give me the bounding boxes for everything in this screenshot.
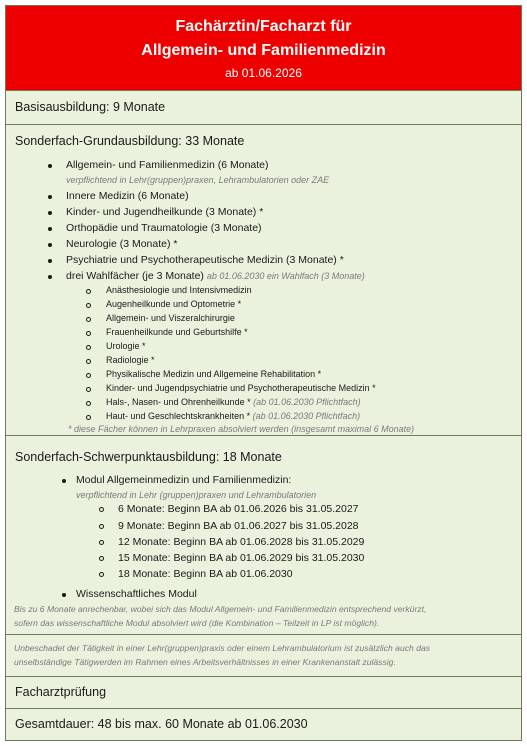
bullet-icon: [62, 593, 66, 597]
title-header: [6, 6, 521, 90]
circle-bullet-icon: [86, 359, 91, 364]
bullet-icon: [48, 164, 52, 168]
circle-bullet-icon: [86, 401, 91, 406]
wahlfach-option: Urologie *: [106, 341, 146, 351]
grund-item: Psychiatrie und Psychotherapeutische Medizin (3 Monate) *: [66, 254, 344, 266]
wahlfach-option: Anästhesiologie und Intensivmedizin: [106, 285, 252, 295]
modul-duration: 9 Monate: Beginn BA ab 01.06.2027 bis 31.05.2028: [118, 520, 359, 532]
wahlfach-option-label: Haut- und Geschlechtskrankheiten *: [106, 411, 251, 421]
grund-item-note: verpflichtend in Lehr(gruppen)praxen, Lehrambulatorien oder ZAE: [66, 175, 330, 185]
hint-line-2: unselbständige Tätigwerden im Rahmen eines Arbeitsverhältnisses in einer Krankenanstalt zulässig.: [14, 657, 396, 667]
hint-line-1: Unbeschadet der Tätigkeit in einer Lehr(gruppen)praxis oder einem Lehrambulatorium ist zusätzlich auch das: [14, 643, 431, 653]
wahlfach-label: drei Wahlfächer (je 3 Monate): [66, 270, 204, 282]
modul-title: Modul Allgemeinmedizin und Familienmedizin:: [76, 474, 292, 486]
circle-bullet-icon: [86, 387, 91, 392]
wahlfach-option-label: Hals-, Nasen- und Ohrenheilkunde *: [106, 397, 251, 407]
bullet-icon: [48, 275, 52, 279]
section-grundausbildung: [6, 124, 521, 435]
wahlfach-option: [106, 397, 361, 407]
circle-bullet-icon: [86, 303, 91, 308]
title-line-2: Allgemein- und Familienmedizin: [141, 42, 386, 59]
grund-item: Innere Medizin (6 Monate): [66, 190, 189, 202]
bullet-icon: [48, 211, 52, 215]
bullet-icon: [48, 195, 52, 199]
modul-duration: 15 Monate: Beginn BA ab 01.06.2029 bis 31.05.2030: [118, 552, 365, 564]
circle-bullet-icon: [99, 507, 104, 512]
circle-bullet-icon: [86, 317, 91, 322]
circle-bullet-icon: [86, 345, 91, 350]
schwer-heading: Sonderfach-Schwerpunktausbildung: 18 Monate: [15, 450, 282, 464]
wahlfach-option: Allgemein- und Viszeralchirurgie: [106, 313, 235, 323]
wiss-note-line-2: sofern das wissenschaftliche Modul absolviert wird (die Kombination – Teilzeit in LP ist möglich).: [14, 618, 380, 628]
bullet-icon: [48, 259, 52, 263]
title-date: ab 01.06.2026: [225, 66, 302, 80]
wahlfach-option-note: (ab 01.06.2030 Pflichtfach): [253, 397, 361, 407]
wahlfach-option: [106, 411, 360, 421]
bullet-icon: [62, 479, 66, 483]
circle-bullet-icon: [86, 289, 91, 294]
grund-item: Orthopädie und Traumatologie (3 Monate): [66, 222, 262, 234]
grund-item: Allgemein- und Familienmedizin (6 Monate): [66, 159, 269, 171]
bullet-icon: [48, 227, 52, 231]
circle-bullet-icon: [86, 373, 91, 378]
modul-duration: 12 Monate: Beginn BA ab 01.06.2028 bis 31.05.2029: [118, 536, 365, 548]
section-hinweis: [6, 634, 521, 676]
wahlfach-option: Physikalische Medizin und Allgemeine Rehabilitation *: [106, 369, 322, 379]
grund-heading: Sonderfach-Grundausbildung: 33 Monate: [15, 134, 245, 148]
section-pruefung: [6, 676, 521, 708]
section-schwerpunkt: [6, 435, 521, 634]
circle-bullet-icon: [99, 524, 104, 529]
wahlfach-option: Kinder- und Jugendpsychiatrie und Psychotherapeutische Medizin *: [106, 383, 376, 393]
circle-bullet-icon: [86, 415, 91, 420]
circle-bullet-icon: [99, 572, 104, 577]
grund-item: Neurologie (3 Monate) *: [66, 238, 178, 250]
grund-item-wahlfach: [66, 270, 365, 282]
modul-duration: 6 Monate: Beginn BA ab 01.06.2026 bis 31.05.2027: [118, 503, 359, 515]
circle-bullet-icon: [99, 540, 104, 545]
wiss-note-line-1: Bis zu 6 Monate anrechenbar, wobei sich das Modul Allgemein- und Familienmedizin entsprechend verkürzt,: [14, 604, 427, 614]
pruefung-heading: Facharztprüfung: [15, 685, 107, 699]
circle-bullet-icon: [99, 556, 104, 561]
basis-heading: Basisausbildung: 9 Monate: [15, 100, 166, 114]
title-line-1: Fachärztin/Facharzt für: [175, 18, 352, 35]
program-sheet: [5, 5, 522, 741]
wahlfach-option-note: (ab 01.06.2030 Pflichtfach): [252, 411, 361, 421]
circle-bullet-icon: [86, 331, 91, 336]
wahlfach-option: Frauenheilkunde und Geburtshilfe *: [106, 327, 248, 337]
wiss-modul: Wissenschaftliches Modul: [76, 588, 197, 600]
bullet-icon: [48, 243, 52, 247]
modul-note: verpflichtend in Lehr (gruppen)praxen und Lehrambulatorien: [76, 490, 317, 500]
modul-duration: 18 Monate: Beginn BA ab 01.06.2030: [118, 568, 293, 580]
wahlfach-option: Radiologie *: [106, 355, 155, 365]
wahlfach-note: ab 01.06.2030 ein Wahlfach (3 Monate): [206, 271, 365, 281]
section-gesamtdauer: [6, 708, 521, 740]
wahlfach-option: Augenheilkunde und Optometrie *: [106, 299, 242, 309]
grund-item: Kinder- und Jugendheilkunde (3 Monate) *: [66, 206, 264, 218]
gesamtdauer-text: Gesamtdauer: 48 bis max. 60 Monate ab 01.06.2030: [15, 717, 308, 731]
grund-footnote: * diese Fächer können in Lehrpraxen absolviert werden (insgesamt maximal 6 Monate): [68, 424, 415, 434]
section-basis: [6, 90, 521, 124]
